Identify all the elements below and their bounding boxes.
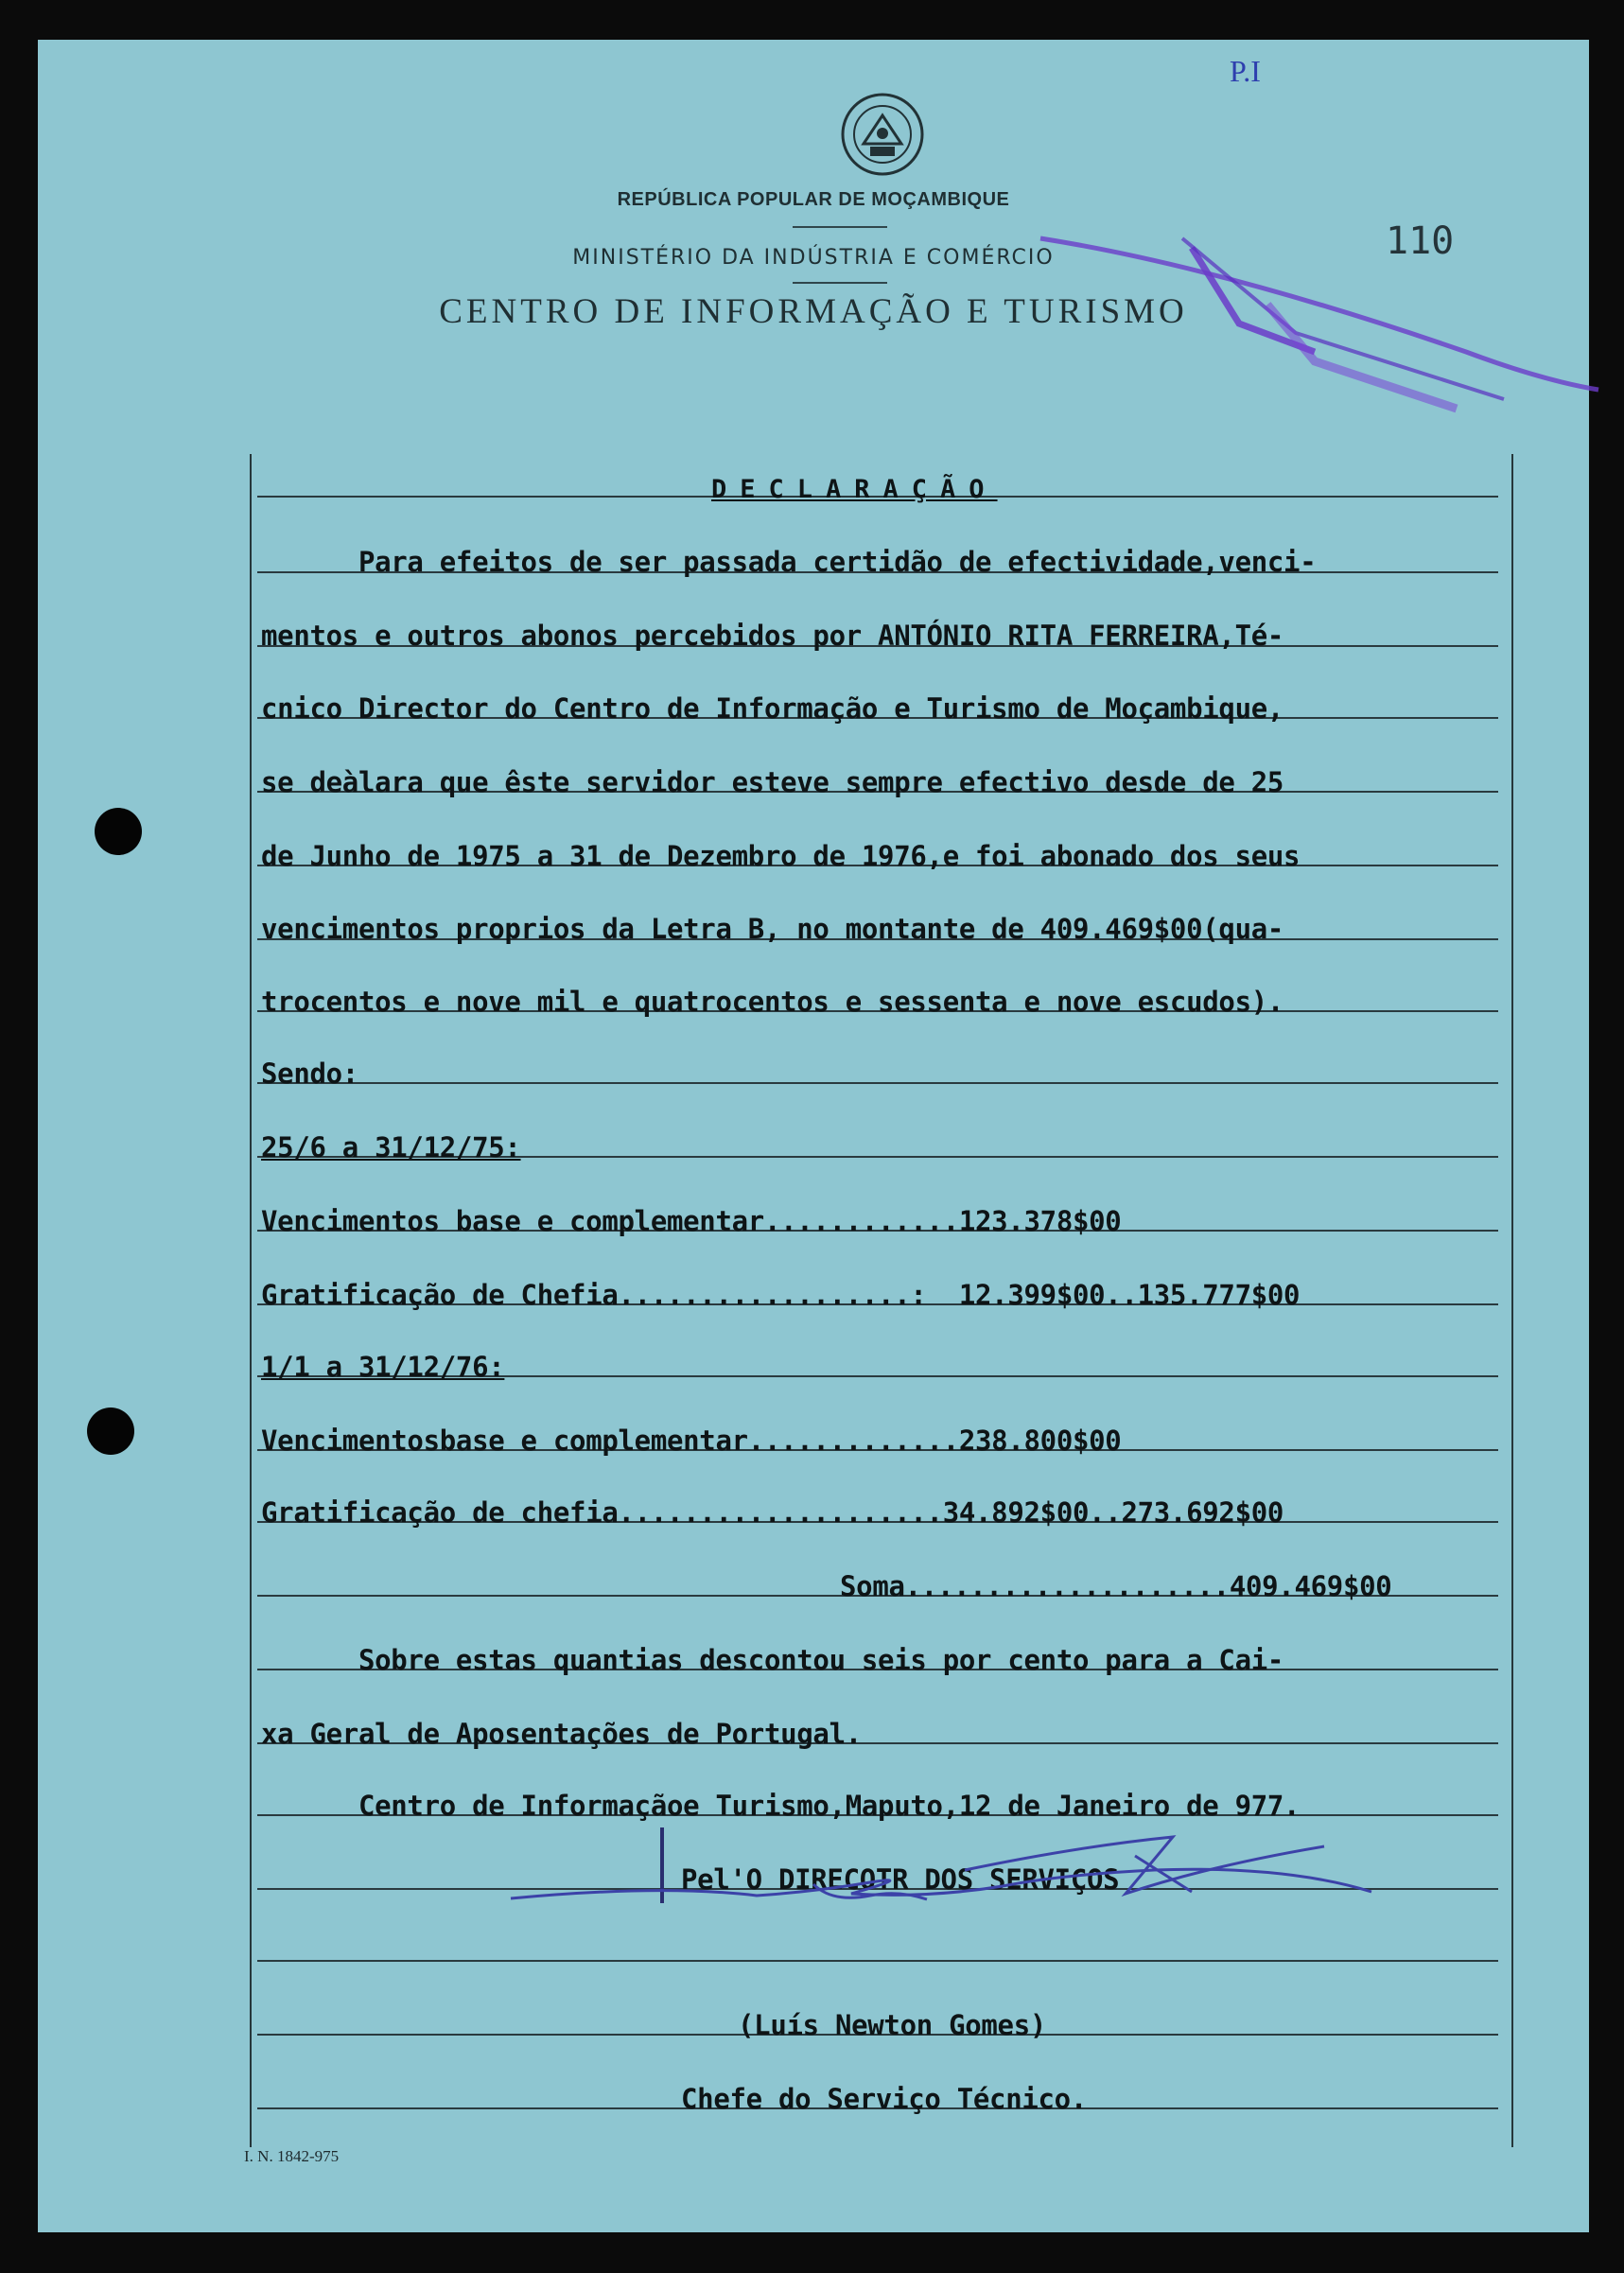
body-line: de Junho de 1975 a 31 de Dezembro de 1976,e foi abonado dos seus	[261, 840, 1301, 872]
signatory-role: Chefe do Serviço Técnico.	[681, 2083, 1087, 2115]
ruled-line	[257, 1960, 1498, 1962]
republica-header: REPÚBLICA POPULAR DE MOÇAMBIQUE	[617, 189, 1010, 210]
document-title: DECLARAÇÃO	[711, 475, 998, 504]
closing-line: Sobre estas quantias descontou seis por cento para a Cai-	[261, 1644, 1284, 1676]
sendo-label: Sendo:	[261, 1058, 358, 1090]
body-line: Para efeitos de ser passada certidão de efectividade,venci-	[261, 546, 1317, 578]
signatory-name: (Luís Newton Gomes)	[738, 2009, 1047, 2041]
centro-header: CENTRO DE INFORMAÇÃO E TURISMO	[439, 292, 1188, 331]
ministerio-header: MINISTÉRIO DA INDÚSTRIA E COMÉRCIO	[572, 246, 1055, 270]
punch-hole	[95, 808, 142, 855]
right-margin-line	[1511, 454, 1513, 2147]
amount-line: Vencimentosbase e complementar.............238.800$00	[261, 1425, 1122, 1457]
left-margin-line	[250, 454, 252, 2147]
ruled-line	[257, 1082, 1498, 1084]
for-director-line: Pel'O DIRECOTR DOS SERVIÇOS	[681, 1863, 1120, 1896]
amount-line: Gratificação de chefia....................34.892$00..273.692$00	[261, 1496, 1284, 1529]
body-line: cnico Director do Centro de Informação e Turismo de Moçambique,	[261, 692, 1284, 725]
punch-hole	[87, 1408, 134, 1455]
period-label: 1/1 a 31/12/76:	[261, 1351, 505, 1383]
state-emblem	[840, 92, 925, 177]
body-line: mentos e outros abonos percebidos por ANTÓNIO RITA FERREIRA,Té-	[261, 620, 1284, 652]
document-sheet	[38, 40, 1589, 2232]
header-divider	[793, 282, 887, 284]
period-label: 25/6 a 31/12/75:	[261, 1131, 521, 1163]
closing-line: xa Geral de Aposentações de Portugal.	[261, 1718, 862, 1750]
body-line: vencimentos proprios da Letra B, no montante de 409.469$00(qua-	[261, 913, 1284, 945]
footer-code: I. N. 1842-975	[244, 2147, 340, 2165]
amount-line: Vencimentos base e complementar............123.378$00	[261, 1205, 1122, 1237]
amount-line: Gratificação de Chefia..................: 12.399$00..135.777$00	[261, 1279, 1301, 1311]
body-line: se deàlara que êste servidor esteve sempre efectivo desde de 25	[261, 766, 1284, 798]
total-line: Soma....................409.469$00	[840, 1570, 1392, 1602]
header-divider	[793, 226, 887, 228]
handwritten-signature	[473, 1780, 1419, 1922]
page-number: 110	[1386, 219, 1455, 263]
body-line: trocentos e nove mil e quatrocentos e sessenta e nove escudos).	[261, 986, 1284, 1018]
place-date-line: Centro de Informaçãoe Turismo,Maputo,12 de Janeiro de 977.	[261, 1790, 1301, 1822]
handwritten-pi-note: P.I	[1230, 54, 1261, 88]
purple-stamp-mark	[1012, 210, 1617, 456]
